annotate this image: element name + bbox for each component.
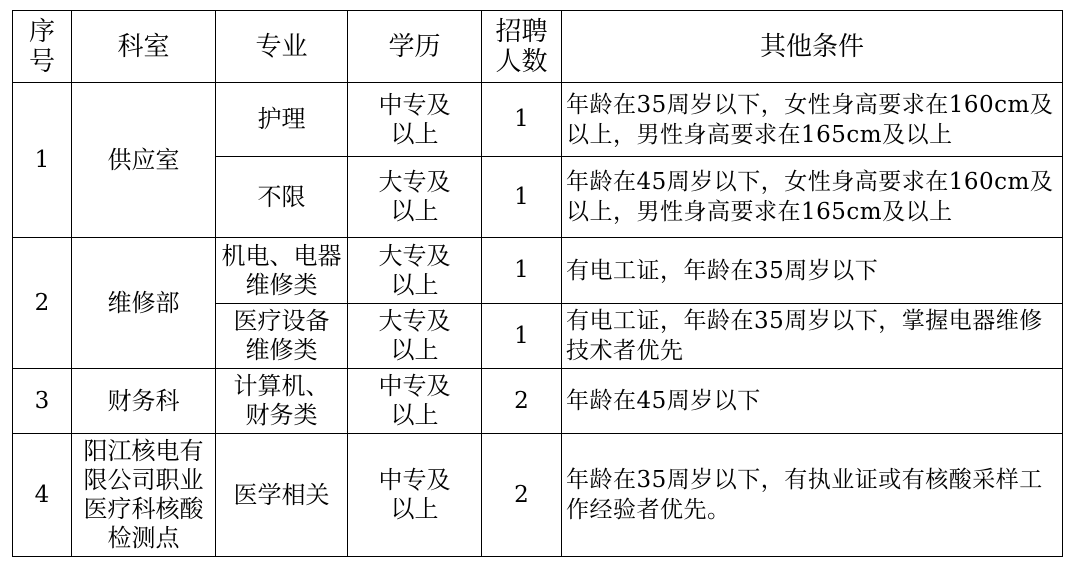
dept-cell: 财务科 [72,369,216,434]
seq-cell: 1 [13,83,72,238]
dept-cell: 供应室 [72,83,216,238]
major-cell: 不限 [216,157,348,238]
header-row [13,11,1063,83]
major-cell: 护理 [216,83,348,157]
seq-cell: 2 [13,238,72,369]
recruitment-table [12,10,1063,557]
seq-cell: 3 [13,369,72,434]
table-row [13,434,1063,557]
cond-cell: 年龄在35周岁以下，女性身高要求在160cm及以上，男性身高要求在165cm及以上 [562,83,1063,157]
count-cell: 1 [482,238,562,304]
count-cell: 1 [482,304,562,369]
major-cell: 医疗设备维修类 [216,304,348,369]
header-seq: 序号 [13,11,72,83]
major-cell: 计算机、财务类 [216,369,348,434]
edu-cell: 大专及以上 [348,238,482,304]
count-cell: 1 [482,83,562,157]
table-row [13,369,1063,434]
cond-cell: 有电工证，年龄在35周岁以下，掌握电器维修技术者优先 [562,304,1063,369]
dept-cell: 阳江核电有限公司职业医疗科核酸检测点 [72,434,216,557]
major-cell: 医学相关 [216,434,348,557]
edu-cell: 中专及以上 [348,369,482,434]
count-cell: 2 [482,369,562,434]
header-dept: 科室 [72,11,216,83]
table-row [13,238,1063,304]
cond-cell: 有电工证，年龄在35周岁以下 [562,238,1063,304]
edu-cell: 大专及以上 [348,157,482,238]
dept-cell: 维修部 [72,238,216,369]
header-count: 招聘人数 [482,11,562,83]
edu-cell: 中专及以上 [348,434,482,557]
edu-cell: 大专及以上 [348,304,482,369]
cond-cell: 年龄在35周岁以下，有执业证或有核酸采样工作经验者优先。 [562,434,1063,557]
edu-cell: 中专及以上 [348,83,482,157]
seq-cell: 4 [13,434,72,557]
cond-cell: 年龄在45周岁以下 [562,369,1063,434]
major-cell: 机电、电器维修类 [216,238,348,304]
count-cell: 1 [482,157,562,238]
count-cell: 2 [482,434,562,557]
header-major: 专业 [216,11,348,83]
header-edu: 学历 [348,11,482,83]
table-row [13,83,1063,157]
header-cond: 其他条件 [562,11,1063,83]
cond-cell: 年龄在45周岁以下，女性身高要求在160cm及以上，男性身高要求在165cm及以上 [562,157,1063,238]
